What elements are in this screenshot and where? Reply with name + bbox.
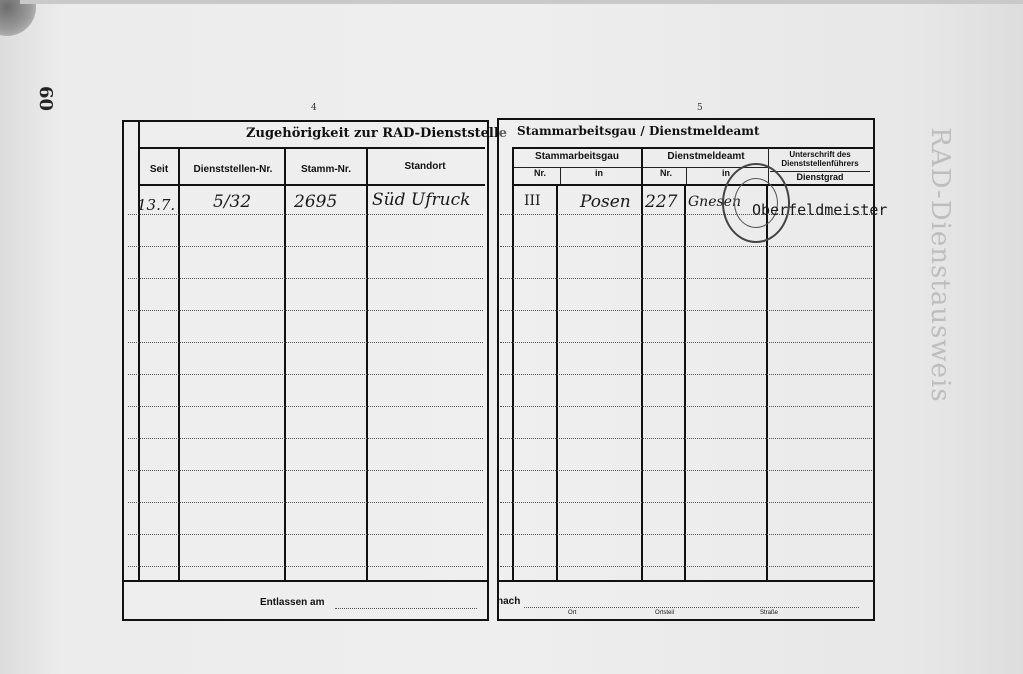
column-header-unterschrift: Unterschrift des Dienststellenführers: [781, 150, 859, 168]
entry-seit: 13.7.: [137, 196, 176, 214]
entry-stamm-nr: 2695: [294, 192, 338, 212]
column-header-dienststellen-nr: Dienststellen-Nr.: [193, 164, 273, 175]
footer-field-ort: Ort: [568, 610, 577, 616]
row-rule: [500, 374, 872, 375]
column-header-amt-in: in: [722, 168, 730, 178]
row-rule: [500, 406, 872, 407]
row-rule: [500, 566, 872, 567]
entry-amt-in: Gnesen: [688, 194, 741, 210]
row-rule: [500, 310, 872, 311]
row-rule: [128, 278, 483, 279]
row-rule: [128, 214, 483, 215]
header-rule: [512, 184, 873, 186]
footer-entlassen-label: Entlassen am: [260, 597, 325, 608]
column-divider: [178, 148, 180, 580]
entry-gau-nr: III: [524, 193, 541, 209]
page-number-left: 4: [311, 103, 317, 113]
row-rule: [128, 406, 483, 407]
column-divider: [366, 148, 368, 580]
entry-dienstgrad: Oberfeldmeister: [752, 201, 888, 219]
margin-number: 60: [35, 85, 57, 112]
header-rule: [140, 184, 485, 186]
row-rule: [500, 534, 872, 535]
row-rule: [500, 342, 872, 343]
background-title: RAD-Dienstausweis: [925, 127, 955, 403]
row-rule: [128, 502, 483, 503]
row-rule: [128, 342, 483, 343]
row-rule: [128, 246, 483, 247]
footer-field-strasse: Straße: [760, 610, 779, 616]
entry-dienststellen-nr: 5/32: [213, 192, 252, 212]
footer-nach-line: [524, 607, 859, 608]
column-divider: [560, 168, 561, 184]
left-page-title: Zugehörigkeit zur RAD-Dienststelle: [246, 126, 508, 141]
row-rule: [128, 566, 483, 567]
row-rule: [500, 278, 872, 279]
top-edge: [20, 0, 1023, 4]
column-header-stamm-nr: Stamm-Nr.: [300, 164, 351, 175]
column-divider: [556, 184, 558, 580]
page-number-right: 5: [697, 103, 703, 113]
column-divider: [284, 148, 286, 580]
row-rule: [500, 502, 872, 503]
column-divider: [641, 148, 643, 580]
header-rule: [512, 147, 873, 149]
column-header-gau-in: in: [595, 168, 603, 178]
footer-rule: [124, 580, 487, 582]
right-page-title: Stammarbeitsgau / Dienstmeldeamt: [517, 124, 760, 138]
column-divider: [512, 148, 514, 580]
footer-field-ortsteil: Ortsteil: [655, 610, 675, 616]
column-divider: [766, 184, 768, 580]
row-rule: [500, 438, 872, 439]
column-header-dienstgrad: Dienstgrad: [796, 172, 844, 182]
column-divider: [684, 184, 686, 580]
entry-amt-nr: 227: [645, 192, 678, 212]
column-divider: [686, 168, 687, 184]
column-header-dienstmeldeamt: Dienstmeldeamt: [667, 151, 745, 162]
entry-gau-in: Posen: [580, 192, 631, 212]
row-rule: [128, 438, 483, 439]
column-divider: [138, 120, 140, 582]
right-page-table: [497, 118, 875, 621]
row-rule: [128, 534, 483, 535]
footer-nach-label: nach: [497, 596, 521, 607]
row-rule: [128, 374, 483, 375]
footer-entlassen-line: [335, 608, 477, 609]
footer-rule: [499, 580, 873, 582]
column-header-stammarbeitsgau: Stammarbeitsgau: [535, 151, 619, 162]
column-header-seit: Seit: [149, 164, 169, 175]
header-rule: [140, 147, 485, 149]
row-rule: [128, 470, 483, 471]
entry-standort: Süd Ufruck: [372, 190, 471, 210]
row-rule: [128, 310, 483, 311]
column-header-gau-nr: Nr.: [533, 168, 546, 178]
row-rule: [500, 246, 872, 247]
row-rule: [500, 470, 872, 471]
column-header-amt-nr: Nr.: [659, 168, 672, 178]
column-header-standort: Standort: [404, 161, 446, 172]
